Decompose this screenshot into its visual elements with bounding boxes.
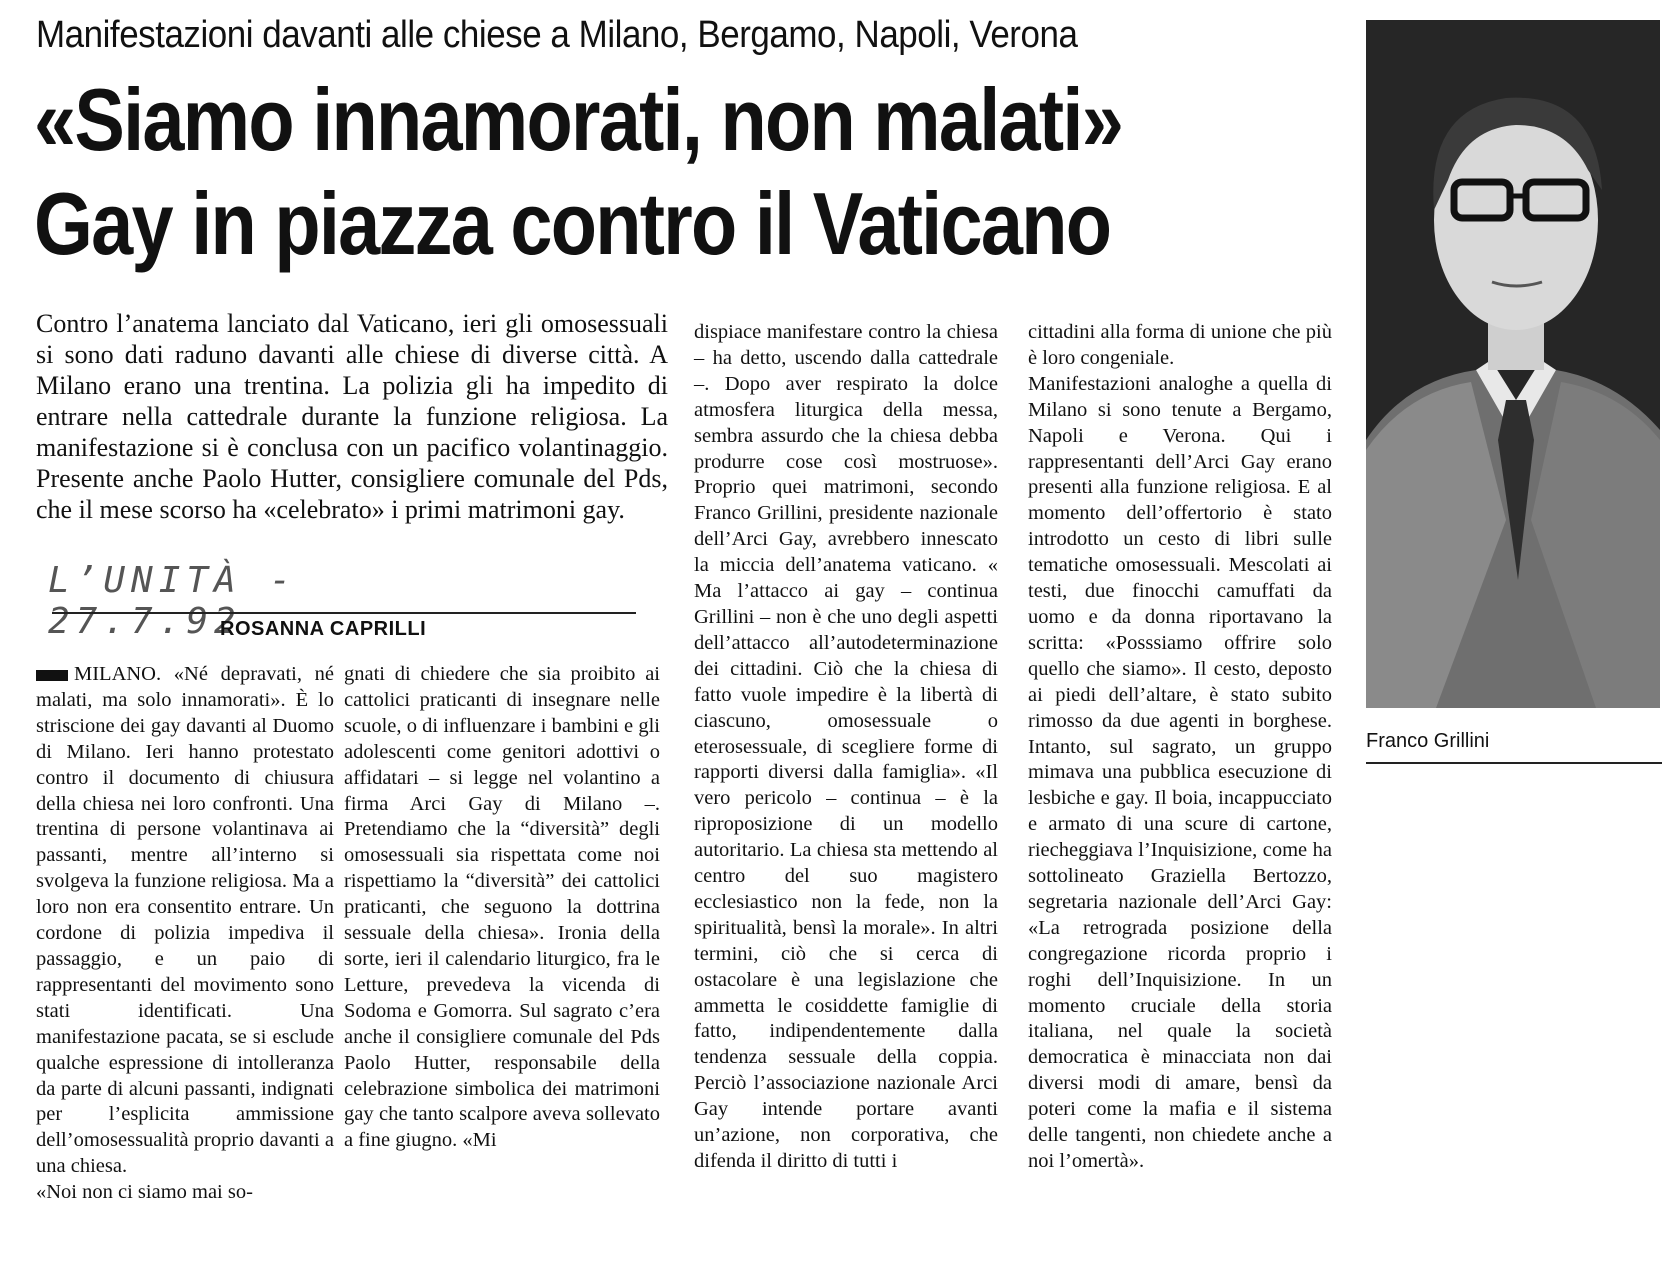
article-byline: ROSANNA CAPRILLI [220,618,427,640]
article-headline [34,68,1255,276]
headline-line-2: Gay in piazza contro il Vaticano [34,174,1111,273]
headline-line-1: «Siamo innamorati, non malati» [34,70,1123,169]
dateline-marker [36,670,68,681]
byline-rule [52,612,636,614]
article-column-2: gnati di chiedere che sia proibito ai cattolici praticanti di insegnare nelle scuole, o di influenzare i bambini e gli adolescenti come genitori adottivi o affidatari – si legge nel volantino a firma Arci Gay di Milano –. Pretendiamo che la “diversità” degli omosessuali sia rispettata come noi rispettiamo la “diversità” dei cattolici praticanti, che seguono la dottrina sessuale della chiesa». Ironia della sorte, ieri il calendario liturgico, fra le Letture, prevedeva la vicenda di Sodoma e Gomorra. Sul sagrato c’era anche il consigliere comunale del Pds Paolo Hutter, responsabile della celebrazione simbolica dei matrimoni gay che tanto scalpore aveva sollevato a fine giugno. «Mi [344,663,660,1152]
photo-caption: Franco Grillini [1366,730,1490,752]
article-column-4: cittadini alla forma di unione che più è loro congeniale. Manifestazioni analoghe a quella di Milano si sono tenute a Bergamo, Napoli e Verona. Qui i rappresentanti dell’Arci Gay erano presenti alla funzione religiosa. E al momento dell’offertorio è stato introdotto un cesto di libri sulle tematiche omosessuali. Mescolati ai testi, due finocchi camuffati da uomo e da donna riportavano la scritta: «Posssiamo offrire solo quello che siamo». Il cesto, deposto ai piedi dell’altare, è stato subito rimosso da due agenti in borghese. Intanto, sul sagrato, un gruppo mimava una pubblica esecuzione di lesbiche e gay. Il boia, incappucciato e armato di una scure di cartone, riecheggiava l’Inquisizione, come ha sottolineato Graziella Bertozzo, segretaria nazionale dell’Arci Gay: «La retrograda posizione della congregazione ricorda proprio i roghi dell’Inquisizione. In un momento cruciale della storia italiana, nel quale la società democratica è minacciata non dai diversi modi di amare, bensì da poteri come la mafia e il sistema delle tangenti, non chiedete anche a noi l’omertà». [1028,321,1332,1172]
handwritten-date-stamp: L’UNITÀ - 27.7.92 [48,560,298,642]
caption-rule [1366,762,1662,764]
article-lead: Contro l’anatema lanciato dal Vaticano, ieri gli omosessuali si sono dati raduno davanti alle chiese di diverse città. A Milano erano una trentina. La polizia gli ha impedito di entrare nella cattedrale durante la funzione religiosa. La manifestazione si è conclusa con un pacifico volantinaggio. Presente anche Paolo Hutter, consigliere comunale del Pds, che il mese scorso ha «celebrato» i primi matrimoni gay. [36,309,668,524]
article-dateline: MILANO. [74,663,162,685]
article-column-3: dispiace manifestare contro la chiesa – ha detto, uscendo dalla cattedrale –. Dopo aver respirato la dolce atmosfera liturgica della messa, sembra assurdo che la chiesa debba produrre cose così mostruose». Proprio quei matrimoni, secondo Franco Grillini, presidente nazionale dell’Arci Gay, avrebbero innescato la miccia dell’anatema vaticano. « Ma l’attacco ai gay – continua Grillini – non è che uno degli aspetti dell’attacco all’autodeterminazione dei cittadini. Ciò che la chiesa di fatto vuole impedire è la libertà di ciascuno, omosessuale o eterosessuale, di scegliere forme di rapporti diversi dalla famiglia». «Il vero pericolo – continua – è la riproposizione di un modello autoritario. La chiesa sta mettendo al centro del suo magistero ecclesiastico non la fede, non la spiritualità, bensì la morale». In altri termini, ciò che si cerca di ostacolare è una legislazione che ammetta le cosiddette famiglie di fatto, indipendentemente dalla tendenza sessuale della coppia. Perciò l’associazione nazionale Arci Gay intende portare avanti un’azione, non corporativa, che difenda il diritto di tutti i [694,321,998,1172]
portrait-photo [1366,20,1660,708]
portrait-illustration [1366,20,1660,708]
column-1-text: «Né depravati, né malati, ma solo innamorati». È lo striscione dei gay davanti al Duomo di Milano. Ieri hanno protestato contro il documento di chiusura della chiesa nei loro confronti. Una trentina di persone volantinava ai passanti, mentre all’interno si svolgeva la funzione religiosa. Ma a loro non era consentito entrare. Un cordone di polizia impediva il passaggio, e un paio di rappresentanti del movimento sono stati identificati. Una manifestazione pacata, se si esclude qualche espressione di intolleranza da parte di alcuni passanti, indignati per l’esplicita ammissione dell’omosessualità proprio davanti a una chiesa. «Noi non ci siamo mai so- [36,663,334,1204]
article-kicker: Manifestazioni davanti alle chiese a Milano, Bergamo, Napoli, Verona [36,14,1078,56]
article-column-1 [36,662,334,1206]
